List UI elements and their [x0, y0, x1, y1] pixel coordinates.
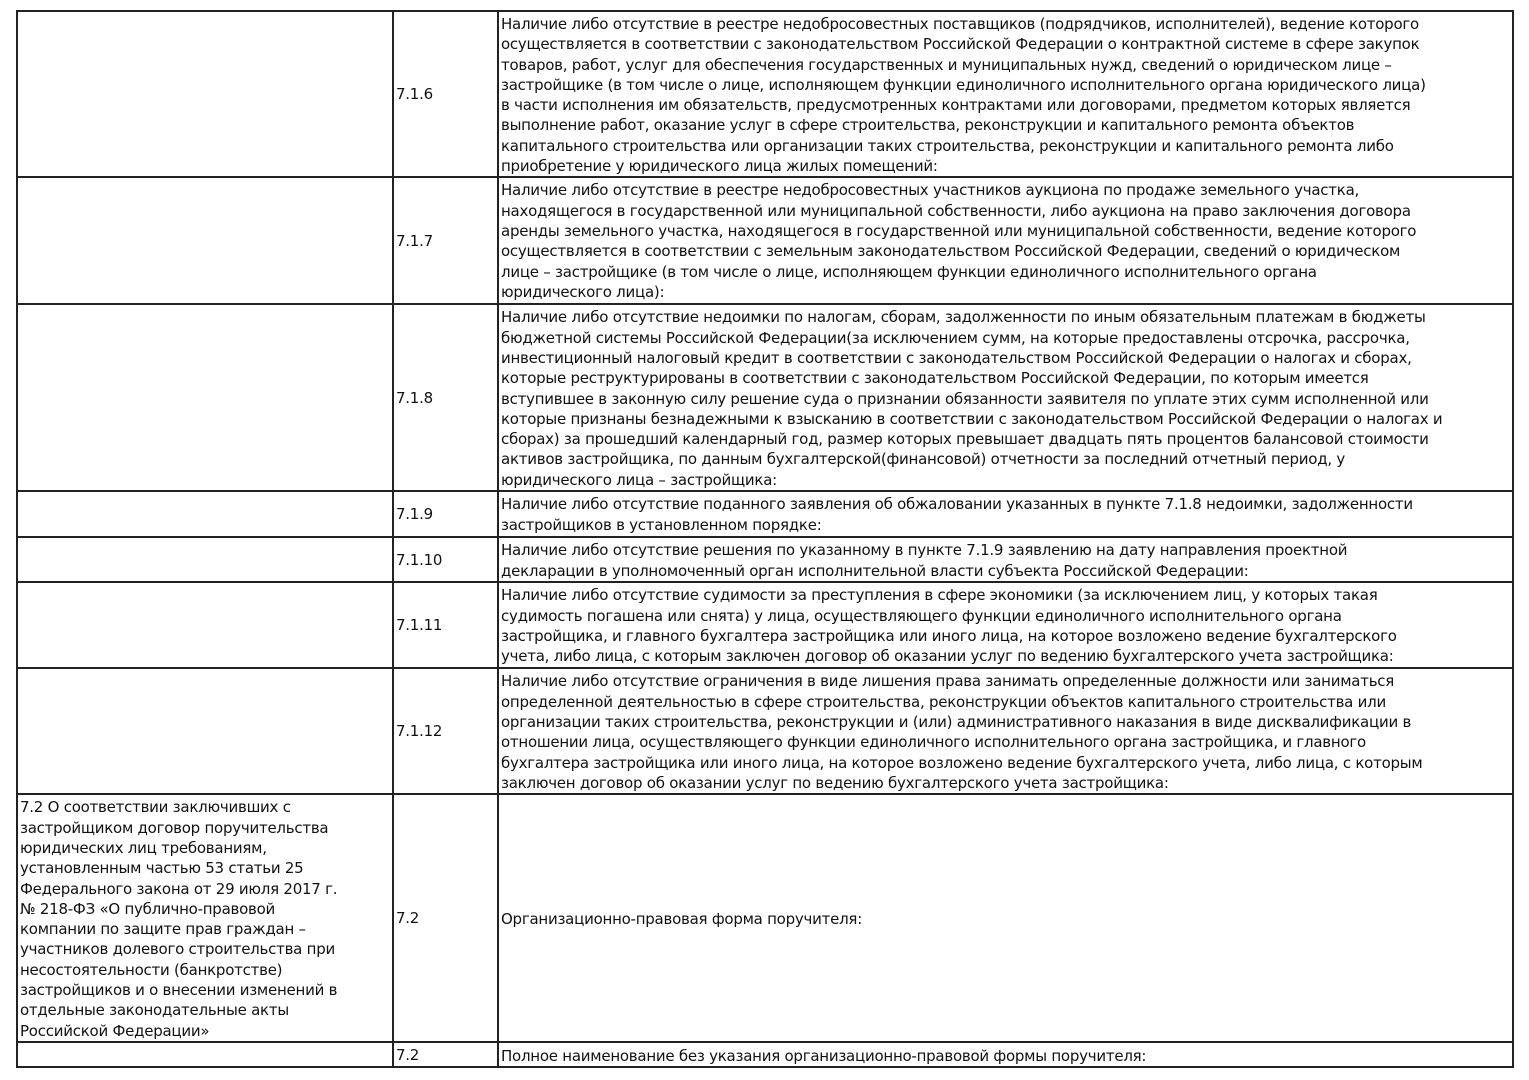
item-number: 7.1.9	[393, 491, 498, 537]
item-number: 7.1.8	[393, 304, 498, 491]
section-cell	[17, 491, 393, 537]
section-cell	[17, 582, 393, 668]
item-number: 7.1.7	[393, 177, 498, 304]
item-number: 7.1.6	[393, 11, 498, 177]
section-cell: 7.2 О соответствии заключивших с застройщиком договор поручительства юридических лиц требованиям, установленным частью 53 статьи 25 Федерального закона от 29 июля 2017 г. № 218-ФЗ «О публично-правовой компании по защите прав граждан – участников долевого строительства при несостоятельности (банкротстве) застройщиков и о внесении изменений в отдельные законодательные акты Российской Федерации»	[17, 794, 393, 1042]
table-row	[17, 582, 1513, 668]
declaration-table	[16, 10, 1514, 1068]
table-row	[17, 304, 1513, 491]
table-row	[17, 1042, 1513, 1067]
table-row	[17, 794, 1513, 1042]
item-text: Наличие либо отсутствие поданного заявления об обжаловании указанных в пункте 7.1.8 недоимки, задолженности застройщиков в установленном порядке:	[498, 491, 1513, 537]
table-row	[17, 491, 1513, 537]
item-number: 7.2	[393, 1042, 498, 1067]
section-cell	[17, 537, 393, 582]
item-text: Наличие либо отсутствие в реестре недобросовестных участников аукциона по продаже земельного участка, находящегося в государственной или муниципальной собственности, либо аукциона на право заключения договора аренды земельного участка, находящегося в государственной или муниципальной собственности, ведение которого осуществляется в соответствии с земельным законодательством Российской Федерации, сведений о юридическом лице – застройщике (в том числе о лице, исполняющем функции единоличного исполнительного органа юридического лица):	[498, 177, 1513, 304]
table-row	[17, 177, 1513, 304]
item-text: Наличие либо отсутствие судимости за преступления в сфере экономики (за исключением лиц, у которых такая судимость погашена или снята) у лица, осуществляющего функции единоличного исполнительного органа застройщика, и главного бухгалтера застройщика или иного лица, на которое возложено ведение бухгалтерского учета, либо лица, с которым заключен договор об оказании услуг по ведению бухгалтерского учета застройщика:	[498, 582, 1513, 668]
section-cell	[17, 1042, 393, 1067]
item-text: Наличие либо отсутствие ограничения в виде лишения права занимать определенные должности или заниматься определенной деятельностью в сфере строительства, реконструкции объектов капитального строительства или организации таких строительства, реконструкции и (или) административного наказания в виде дисквалификации в отношении лица, осуществляющего функции единоличного исполнительного органа застройщика, и главного бухгалтера застройщика или иного лица, на которое возложено ведение бухгалтерского учета, либо лица, с которым заключен договор об оказании услуг по ведению бухгалтерского учета застройщика:	[498, 668, 1513, 794]
item-number: 7.1.11	[393, 582, 498, 668]
item-text: Наличие либо отсутствие в реестре недобросовестных поставщиков (подрядчиков, исполнителей), ведение которого осуществляется в соответствии с законодательством Российской Федерации о контрактной системе в сфере закупок товаров, работ, услуг для обеспечения государственных и муниципальных нужд, сведений о юридическом лице – застройщике (в том числе о лице, исполняющем функции единоличного исполнительного органа юридического лица) в части исполнения им обязательств, предусмотренных контрактами или договорами, предметом которых является выполнение работ, оказание услуг в сфере строительства, реконструкции и капитального ремонта объектов капитального строительства или организации таких строительства, реконструкции и капитального ремонта либо приобретение у юридического лица жилых помещений:	[498, 11, 1513, 177]
table-row	[17, 11, 1513, 177]
item-text: Наличие либо отсутствие недоимки по налогам, сборам, задолженности по иным обязательным платежам в бюджеты бюджетной системы Российской Федерации(за исключением сумм, на которые предоставлены отсрочка, рассрочка, инвестиционный налоговый кредит в соответствии с законодательством Российской Федерации о налогах и сборах, которые реструктурированы в соответствии с законодательством Российской Федерации, по которым имеется вступившее в законную силу решение суда о признании обязанности заявителя по уплате этих сумм исполненной или которые признаны безнадежными к взысканию в соответствии с законодательством Российской Федерации о налогах и сборах) за прошедший календарный год, размер которых превышает двадцать пять процентов балансовой стоимости активов застройщика, по данным бухгалтерской(финансовой) отчетности за последний отчетный период, у юридического лица – застройщика:	[498, 304, 1513, 491]
section-cell	[17, 304, 393, 491]
item-text: Полное наименование без указания организационно-правовой формы поручителя:	[498, 1042, 1513, 1067]
section-cell	[17, 177, 393, 304]
section-cell	[17, 668, 393, 794]
item-text: Организационно-правовая форма поручителя:	[498, 794, 1513, 1042]
item-number: 7.2	[393, 794, 498, 1042]
item-text: Наличие либо отсутствие решения по указанному в пункте 7.1.9 заявлению на дату направления проектной декларации в уполномоченный орган исполнительной власти субъекта Российской Федерации:	[498, 537, 1513, 582]
table-row	[17, 537, 1513, 582]
item-number: 7.1.10	[393, 537, 498, 582]
section-cell	[17, 11, 393, 177]
table-row	[17, 668, 1513, 794]
item-number: 7.1.12	[393, 668, 498, 794]
